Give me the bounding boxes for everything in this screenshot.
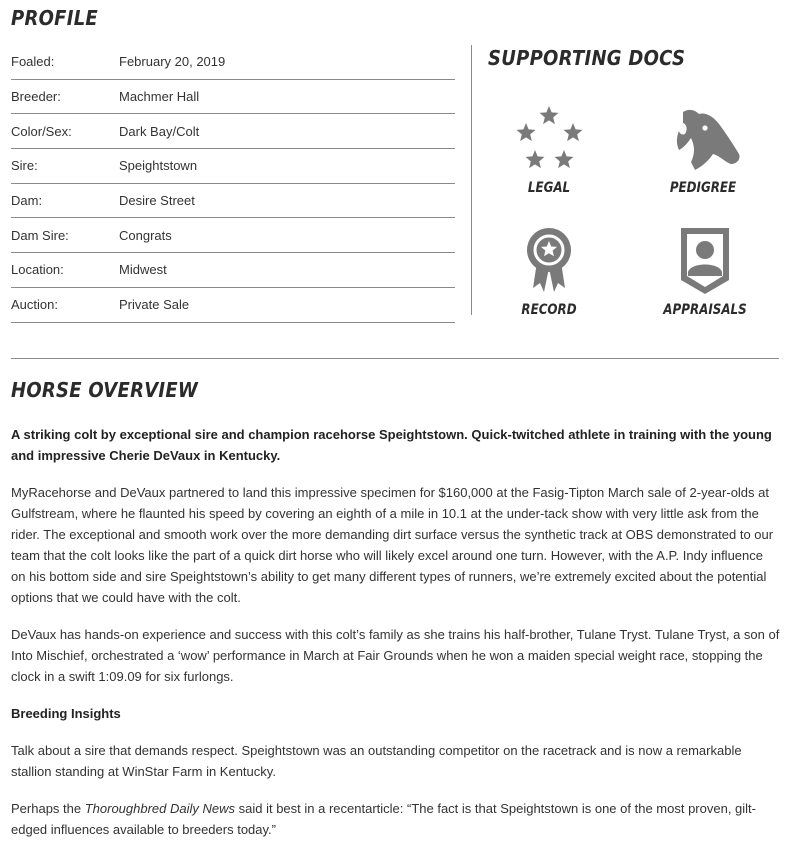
quote-intro: Perhaps the <box>11 801 85 816</box>
doc-record-link[interactable] <box>489 226 609 318</box>
horse-overview-title: HORSE OVERVIEW <box>11 378 199 402</box>
profile-row-auction <box>11 288 455 323</box>
profile-value: Desire Street <box>119 193 195 209</box>
breeding-insights-heading: Breeding Insights <box>11 706 121 721</box>
profile-value: February 20, 2019 <box>119 54 226 70</box>
profile-title: PROFILE <box>11 6 99 30</box>
doc-appraisals-label: APPRAISALS <box>663 302 747 318</box>
profile-label: Color/Sex: <box>11 123 72 139</box>
profile-row-dam <box>11 184 455 219</box>
profile-value: Congrats <box>119 227 172 243</box>
overview-paragraph: MyRacehorse and DeVaux partnered to land this impressive specimen for $160,000 at the Fasig-Tipton March sale of 2-year-olds at Gulfstream, where he flaunted his speed by covering an eighth of a mile in 10.1 at the under-tack show with very little ask from the rider. The exceptional and smooth work over the more demanding dirt surface versus the synthetic track at OBS demonstrated to our team that the colt looks like the part of a quick dirt horse who will likely excel around one turn. However, with the A.P. Indy influence on his bottom side and sire Speightstown’s ability to get many different types of runners, we’re extremely excited about the potential options that we could have with the colt. <box>11 485 774 605</box>
horse-head-icon <box>665 104 741 174</box>
profile-label: Breeder: <box>11 89 61 105</box>
supporting-docs-title: SUPPORTING DOCS <box>488 46 686 70</box>
profile-label: Dam Sire: <box>11 227 69 243</box>
profile-row-foaled <box>11 45 455 80</box>
profile-row-sire <box>11 149 455 184</box>
profile-label: Dam: <box>11 193 43 209</box>
profile-row-breeder <box>11 80 455 115</box>
doc-pedigree-link[interactable] <box>643 104 763 196</box>
quote-text: said it best in a recentarticle: “The fact is that Speightstown is one of the most proven, gilt-edged influences available to breeders today.” <box>11 801 756 837</box>
profile-label: Sire: <box>11 158 38 174</box>
doc-pedigree-label: PEDIGREE <box>669 180 737 196</box>
section-divider <box>11 358 779 359</box>
doc-legal-label: LEGAL <box>527 180 571 196</box>
portrait-frame-icon <box>667 226 743 296</box>
vertical-divider <box>471 45 472 315</box>
profile-value: Private Sale <box>119 297 190 313</box>
profile-label: Auction: <box>11 297 58 313</box>
overview-paragraph-quote <box>11 798 781 840</box>
overview-paragraph: Talk about a sire that demands respect. Speightstown was an outstanding competitor on the racetrack and is now a remarkable stallion standing at WinStar Farm in Kentucky. <box>11 743 742 779</box>
profile-label: Foaled: <box>11 54 55 70</box>
profile-row-dam-sire <box>11 218 455 253</box>
profile-value: Midwest <box>119 262 167 278</box>
doc-record-label: RECORD <box>521 302 577 318</box>
profile-row-location <box>11 253 455 288</box>
profile-value: Speightstown <box>119 158 198 174</box>
profile-row-color-sex <box>11 114 455 149</box>
overview-lead: A striking colt by exceptional sire and champion racehorse Speightstown. Quick-twitched athlete in training with the young and impressive Cherie DeVaux in Kentucky. <box>11 427 772 463</box>
stars-icon <box>511 104 587 174</box>
profile-value: Machmer Hall <box>119 89 200 105</box>
overview-body <box>11 424 781 856</box>
profile-table <box>11 45 455 323</box>
award-medal-icon <box>511 226 587 296</box>
doc-legal-link[interactable] <box>489 104 609 196</box>
profile-label: Location: <box>11 262 64 278</box>
doc-appraisals-link[interactable] <box>645 226 765 318</box>
overview-paragraph: DeVaux has hands-on experience and success with this colt’s family as she trains his half-brother, Tulane Tryst. Tulane Tryst, a son of Into Mischief, orchestrated a ‘wow’ performance in March at Fair Grounds when he won a maiden special weight race, stopping the clock in a swift 1:09.09 for six furlongs. <box>11 627 780 684</box>
publication-name: Thoroughbred Daily News <box>84 801 236 816</box>
profile-value: Dark Bay/Colt <box>119 123 200 139</box>
